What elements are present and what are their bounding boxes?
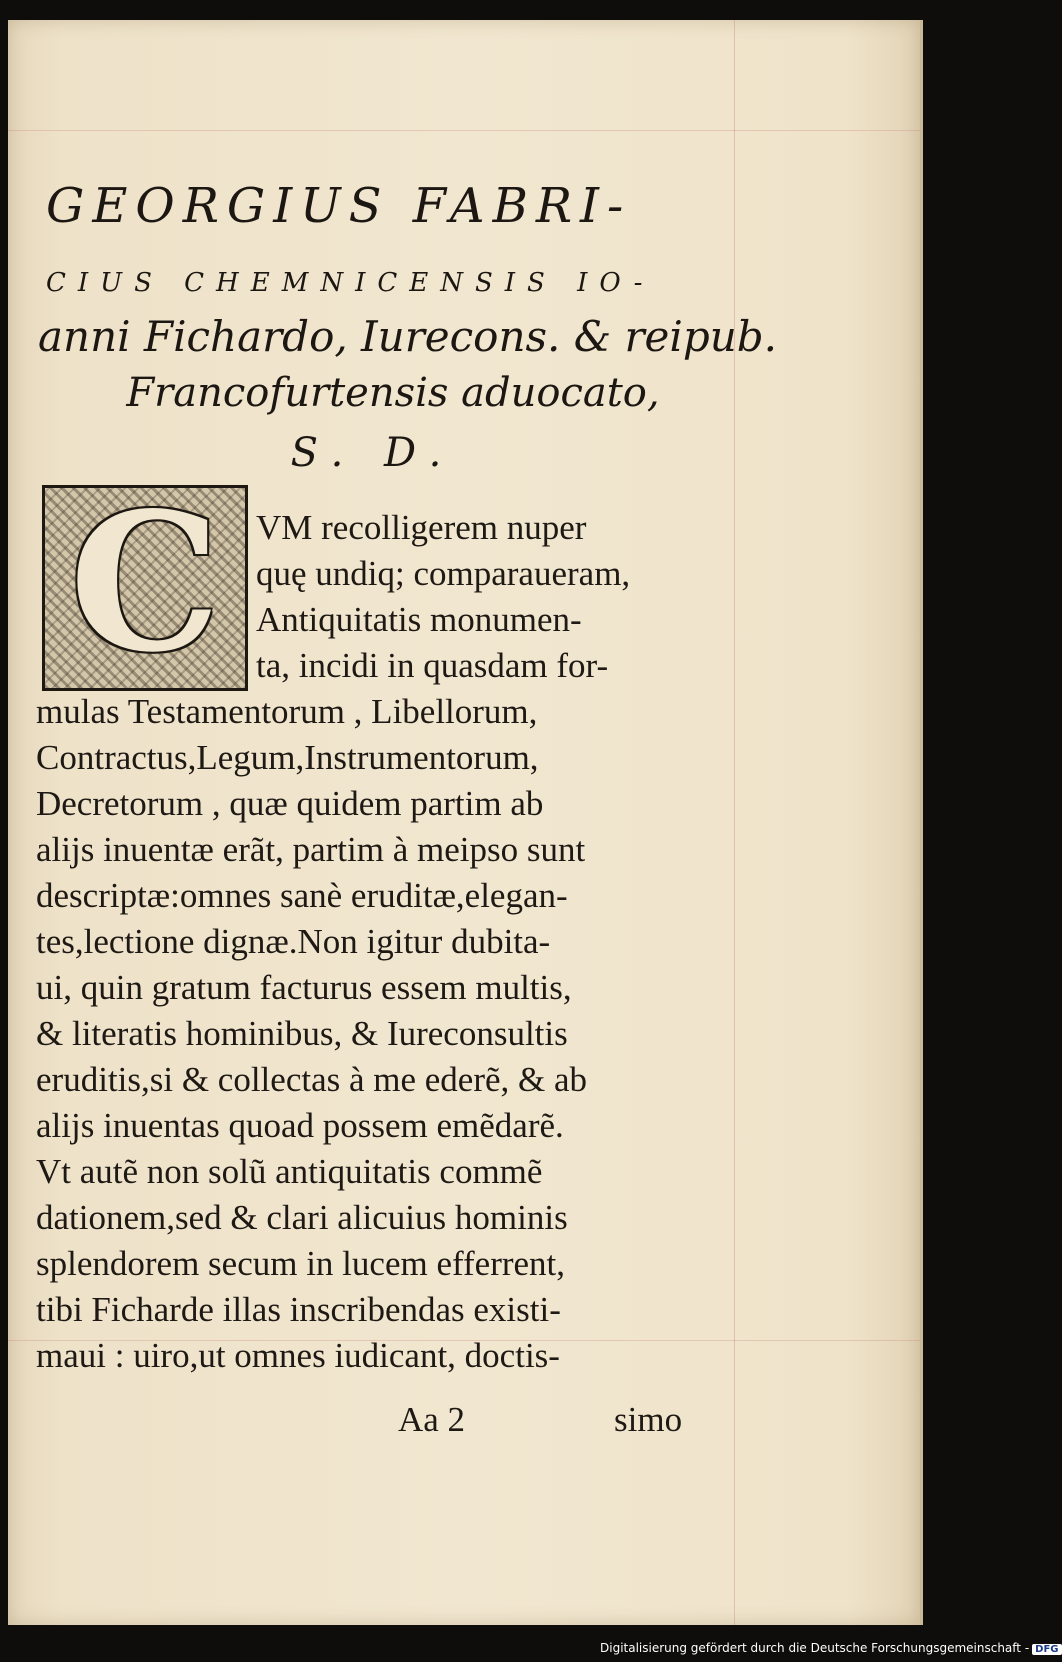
text-line: maui : uiro,ut omnes iudicant, doctis- <box>36 1336 560 1375</box>
text-line: Contractus,Legum,Instrumentorum, <box>36 738 539 777</box>
text-line: alijs inuentas quoad possem emẽdarẽ. <box>36 1106 564 1145</box>
heading-line-4: Francofurtensis aduocato, <box>126 370 660 416</box>
heading-line-2: CIUS CHEMNICENSIS IO- <box>46 268 655 298</box>
text-line: VM recolligerem nuper <box>256 508 587 547</box>
text-line: eruditis,si & collectas à me ederẽ, & ab <box>36 1060 588 1099</box>
book-page <box>8 20 923 1625</box>
catchword: simo <box>614 1400 683 1439</box>
text-line: quę undiq; comparaueram, <box>256 554 631 593</box>
text-line: tes,lectione dignæ.Non igitur dubita- <box>36 922 551 961</box>
initial-letter: C <box>69 471 221 694</box>
ruled-line <box>8 130 920 131</box>
text-line: alijs inuentæ erãt, partim à meipso sunt <box>36 830 586 869</box>
digitization-credit <box>600 1641 1062 1655</box>
text-line: splendorem secum in lucem efferrent, <box>36 1244 566 1283</box>
text-line: descriptæ:omnes sanè eruditæ,elegan- <box>36 876 568 915</box>
heading-line-1: GEORGIUS FABRI- <box>46 178 632 234</box>
ruled-margin-line <box>734 20 735 1625</box>
text-line: tibi Ficharde illas inscribendas existi- <box>36 1290 561 1329</box>
dfg-logo: DFG <box>1032 1644 1061 1655</box>
text-line: Vt autẽ non solũ antiquitatis commẽ <box>36 1152 543 1191</box>
heading-line-3: anni Fichardo, Iurecons. & reipub. <box>38 312 778 361</box>
text-line: ui, quin gratum facturus essem multis, <box>36 968 572 1007</box>
decorated-initial <box>42 471 248 694</box>
heading-salutation: S. D. <box>290 430 456 476</box>
text-line: ta, incidi in quasdam for- <box>256 646 609 685</box>
text-line: Decretorum , quæ quidem partim ab <box>36 784 544 823</box>
text-line: & literatis hominibus, & Iureconsultis <box>36 1014 568 1053</box>
credit-text: Digitalisierung gefördert durch die Deutsche Forschungsgemeinschaft - <box>600 1641 1030 1655</box>
signature-mark: Aa 2 <box>398 1400 466 1439</box>
text-line: Antiquitatis monumen- <box>256 600 582 639</box>
text-line: mulas Testamentorum , Libellorum, <box>36 692 538 731</box>
text-line: dationem,sed & clari alicuius hominis <box>36 1198 568 1237</box>
